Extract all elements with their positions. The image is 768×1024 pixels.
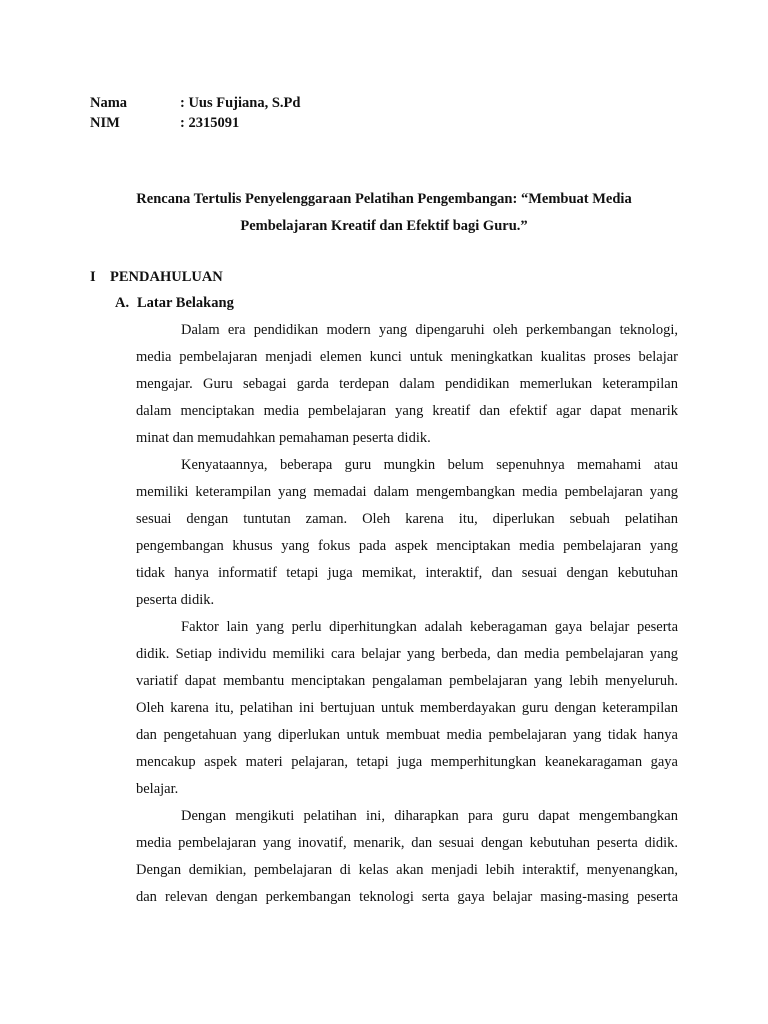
text-line: dan pengetahuan yang diperlukan untuk membuat media pembelajaran yang tidak hanya xyxy=(136,727,678,743)
text-line: mengajar. Guru sebagai garda terdepan dalam pendidikan memerlukan keterampilan xyxy=(136,376,678,392)
document-title xyxy=(90,186,678,240)
text-line: Dengan mengikuti pelatihan ini, diharapkan para guru dapat mengembangkan xyxy=(181,808,678,824)
nim-label: NIM xyxy=(90,115,120,131)
text-line: belajar. xyxy=(136,781,179,797)
text-line: memiliki keterampilan yang memadai dalam mengembangkan media pembelajaran yang xyxy=(136,484,678,500)
title-line-1: Rencana Tertulis Penyelenggaraan Pelatihan Pengembangan: “Membuat Media xyxy=(136,191,632,207)
text-line: tidak hanya informatif tetapi juga memikat, interaktif, dan sesuai dengan kebutuhan xyxy=(136,565,678,581)
text-line: minat dan memudahkan pemahaman peserta didik. xyxy=(136,430,431,446)
text-line: mencakup aspek materi pelajaran, tetapi juga memperhitungkan keanekaragaman gaya xyxy=(136,754,678,770)
section-heading xyxy=(90,267,223,287)
text-line: peserta didik. xyxy=(136,592,215,608)
nim-value: : 2315091 xyxy=(180,115,240,131)
text-line: sesuai dengan tuntutan zaman. Oleh karena itu, diperlukan sebuah pelatihan xyxy=(136,511,678,527)
name-label: Nama xyxy=(90,95,128,111)
subsection-heading xyxy=(115,293,234,313)
text-line: Dalam era pendidikan modern yang dipengaruhi oleh perkembangan teknologi, xyxy=(181,322,678,338)
text-line: didik. Setiap individu memiliki cara belajar yang berbeda, dan media pembelajaran yang xyxy=(136,646,678,662)
text-line: media pembelajaran menjadi elemen kunci untuk meningkatkan kualitas proses belajar xyxy=(136,349,678,365)
body-text xyxy=(136,317,678,911)
name-row xyxy=(90,93,300,113)
text-line: pengembangan khusus yang fokus pada aspek menciptakan media pembelajaran yang xyxy=(136,538,678,554)
text-line: dan relevan dengan perkembangan teknologi serta gaya belajar masing-masing peserta xyxy=(136,889,678,905)
text-line: dalam menciptakan media pembelajaran yang kreatif dan efektif agar dapat menarik xyxy=(136,403,678,419)
text-line: Oleh karena itu, pelatihan ini bertujuan untuk memberdayakan guru dengan keterampilan xyxy=(136,700,678,716)
text-line: Faktor lain yang perlu diperhitungkan adalah keberagaman gaya belajar peserta xyxy=(181,619,678,635)
subsection-letter: A. xyxy=(115,295,130,311)
text-line: media pembelajaran yang inovatif, menarik, dan sesuai dengan kebutuhan peserta didik. xyxy=(136,835,678,851)
text-line: Dengan demikian, pembelajaran di kelas akan menjadi lebih interaktif, menyenangkan, xyxy=(136,862,678,878)
text-line: variatif dapat membantu menciptakan pengalaman pembelajaran yang lebih menyeluruh. xyxy=(136,673,678,689)
section-title: PENDAHULUAN xyxy=(110,269,223,285)
section-number: I xyxy=(90,269,96,285)
subsection-title: Latar Belakang xyxy=(137,295,234,311)
name-value: : Uus Fujiana, S.Pd xyxy=(180,95,301,111)
nim-row xyxy=(90,113,239,133)
text-line: Kenyataannya, beberapa guru mungkin belum sepenuhnya memahami atau xyxy=(181,457,678,473)
title-line-2: Pembelajaran Kreatif dan Efektif bagi Guru.” xyxy=(240,218,528,234)
